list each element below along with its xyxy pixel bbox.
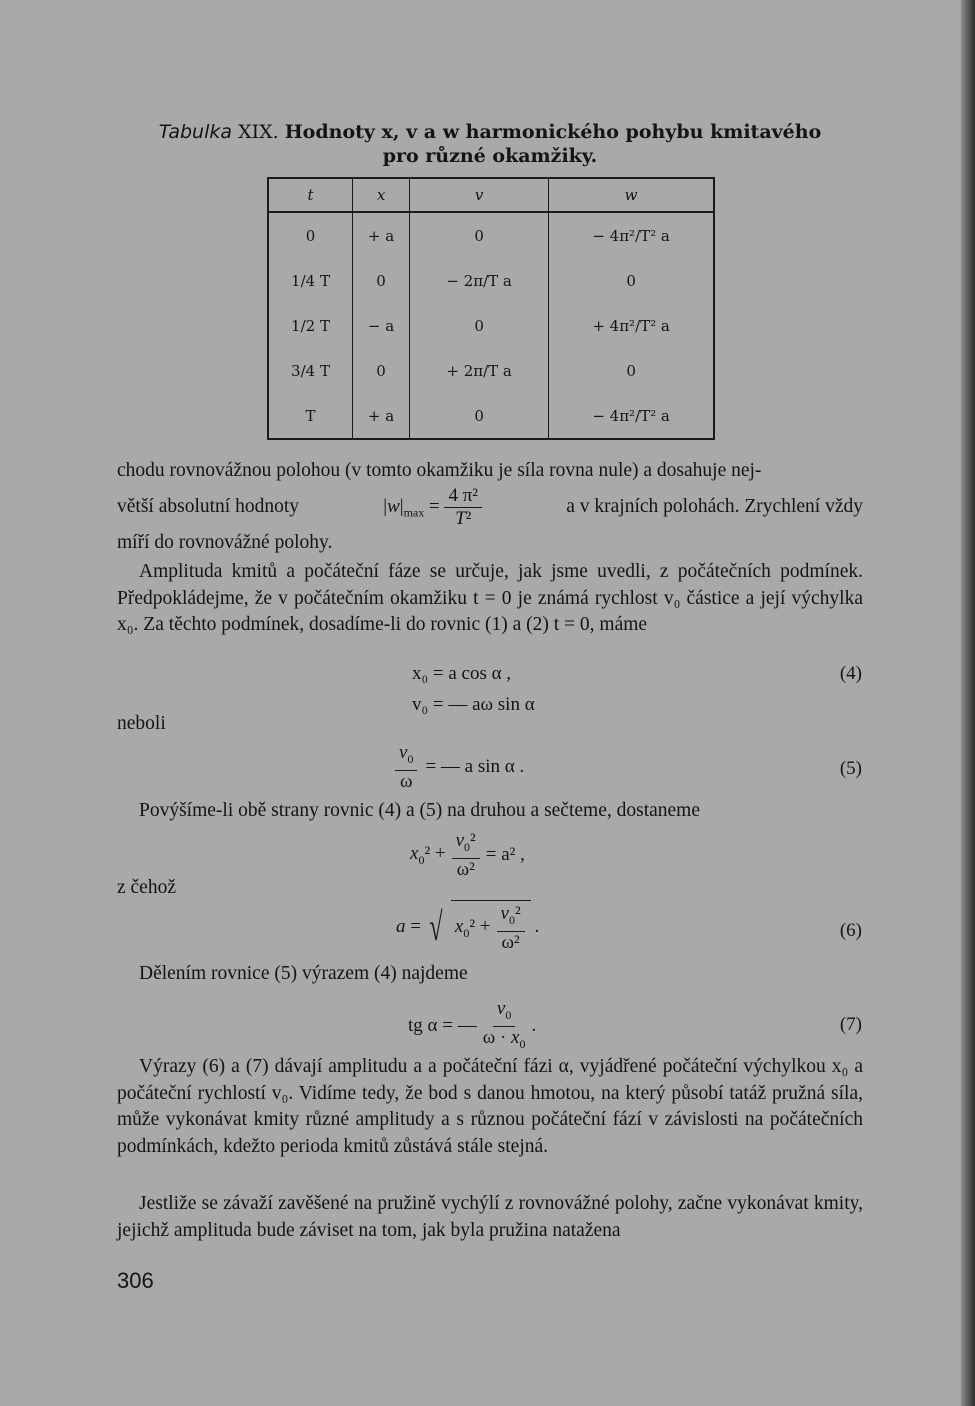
equation-6: a = √ $x_0^2$ + $\frac{v_0^2}{\text{ω²}}$ . bbox=[396, 900, 539, 954]
table-row bbox=[268, 258, 714, 303]
table-row bbox=[268, 393, 714, 439]
cell-w: 0 bbox=[549, 258, 714, 303]
paragraph-2: Amplituda kmitů a počáteční fáze se určuje, jak jsme uvedli, z počátečních podmínek. Předpokládejme, že v počátečním okamžiku t = 0 je známá rychlost v₀ částice a její výchylka x₀. Za těchto podmínek, dosadíme-li do rovnic (1) a (2) t = 0, máme bbox=[117, 561, 863, 635]
header-t: t bbox=[268, 178, 353, 212]
cell-w: − 4π²/T² a bbox=[549, 393, 714, 439]
header-v: v bbox=[410, 178, 549, 212]
header-w: w bbox=[549, 178, 714, 212]
z-cehoz-text: z čehož bbox=[117, 877, 176, 898]
equation-7-lhs: tg α = — bbox=[408, 1015, 477, 1037]
v0-over-omega: $\frac{v_0}{\omega}$ bbox=[395, 742, 417, 793]
paragraph-3: Povýšíme-li obě strany rovnic (4) a (5) na druhou a sečteme, dostaneme bbox=[139, 800, 700, 821]
caption-number: XIX. bbox=[238, 121, 279, 143]
cell-v: 0 bbox=[410, 303, 549, 348]
cell-t: 0 bbox=[305, 226, 316, 245]
cell-v: 0 bbox=[410, 212, 549, 258]
cell-w: 0 bbox=[549, 348, 714, 393]
equation-number-6: (6) bbox=[839, 920, 862, 941]
caption-label: Tabulka bbox=[158, 121, 233, 143]
page-edge-shadow bbox=[961, 0, 975, 1406]
equation-sum: $x_0^2$ + $\frac{v_0^2}{\text{ω²}}$ = a² , bbox=[410, 830, 525, 880]
cell-w: + 4π²/T² a bbox=[549, 303, 714, 348]
cell-v: + 2π/T a bbox=[410, 348, 549, 393]
paragraph-1-line-1: chodu rovnovážnou polohou (v tomto okamžiku je síla rovna nule) a dosahuje nej- bbox=[117, 460, 762, 481]
equation-number-5: (5) bbox=[839, 758, 862, 779]
header-x: x bbox=[353, 178, 410, 212]
paragraph-1-line-3: míří do rovnovážné polohy. bbox=[117, 532, 333, 553]
table-caption bbox=[150, 120, 830, 168]
equation-4b: v₀ = — aω sin α bbox=[412, 694, 535, 715]
paragraph-4: Dělením rovnice (5) výrazem (4) najdeme bbox=[139, 963, 468, 984]
values-table bbox=[267, 177, 715, 440]
equation-number-7: (7) bbox=[839, 1014, 862, 1035]
caption-title: Hodnoty x, v a w harmonického pohybu kmitavého bbox=[284, 121, 822, 143]
cell-x: + a bbox=[353, 212, 410, 258]
paragraph-6: Jestliže se závaží zavěšené na pružině vychýlí z rovnovážné polohy, začne vykonávat kmity, jejichž amplituda bude záviset na tom, jak byla pružina natažena bbox=[117, 1193, 863, 1241]
table-row bbox=[268, 348, 714, 393]
p1-line2-start: větší absolutní hodnoty bbox=[117, 496, 299, 518]
cell-t: 1/2 T bbox=[291, 316, 330, 335]
cell-x: + a bbox=[353, 393, 410, 439]
cell-x: 0 bbox=[353, 348, 410, 393]
cell-t: T bbox=[305, 406, 316, 425]
cell-v: 0 bbox=[410, 393, 549, 439]
p1-line2-end: a v krajních polohách. Zrychlení vždy bbox=[566, 496, 863, 518]
equation-4a: x₀ = a cos α , bbox=[412, 663, 512, 684]
table-header-row bbox=[268, 178, 714, 212]
cell-t: 3/4 T bbox=[291, 361, 330, 380]
cell-v: − 2π/T a bbox=[410, 258, 549, 303]
caption-title-line2: pro různé okamžiky. bbox=[382, 145, 598, 167]
equation-sum-rhs: = a² , bbox=[485, 844, 525, 866]
w-max-formula: $|w|_{max}$ = $\frac{\text{4 π²}}{\text{T²}}$ bbox=[383, 485, 482, 530]
cell-x: 0 bbox=[353, 258, 410, 303]
table-row bbox=[268, 212, 714, 258]
equation-number-4: (4) bbox=[839, 663, 862, 684]
cell-t: 1/4 T bbox=[291, 271, 330, 290]
equation-7: tg α = — $v_0$ $\omega \cdot x_0$ . bbox=[408, 998, 537, 1051]
paragraph-5: Výrazy (6) a (7) dávají amplitudu a a počáteční fázi α, vyjádřené počáteční výchylkou x₀ a počáteční rychlostí v₀. Vidíme tedy, že bod s danou hmotou, na který působí tatáž pružná síla, může vykonávat kmity různé amplitudy a s různou počáteční fází v závislosti na počátečních podmínkách, kdežto perioda kmitů zůstává stále stejná. bbox=[117, 1056, 863, 1157]
equation-5 bbox=[395, 742, 524, 793]
paragraph-1-line-2 bbox=[117, 485, 863, 530]
page-number: 306 bbox=[117, 1268, 154, 1293]
cell-w: − 4π²/T² a bbox=[549, 212, 714, 258]
cell-x: − a bbox=[353, 303, 410, 348]
equation-5-rhs: = — a sin α . bbox=[425, 756, 525, 778]
neboli-text: neboli bbox=[117, 713, 166, 734]
table-row bbox=[268, 303, 714, 348]
